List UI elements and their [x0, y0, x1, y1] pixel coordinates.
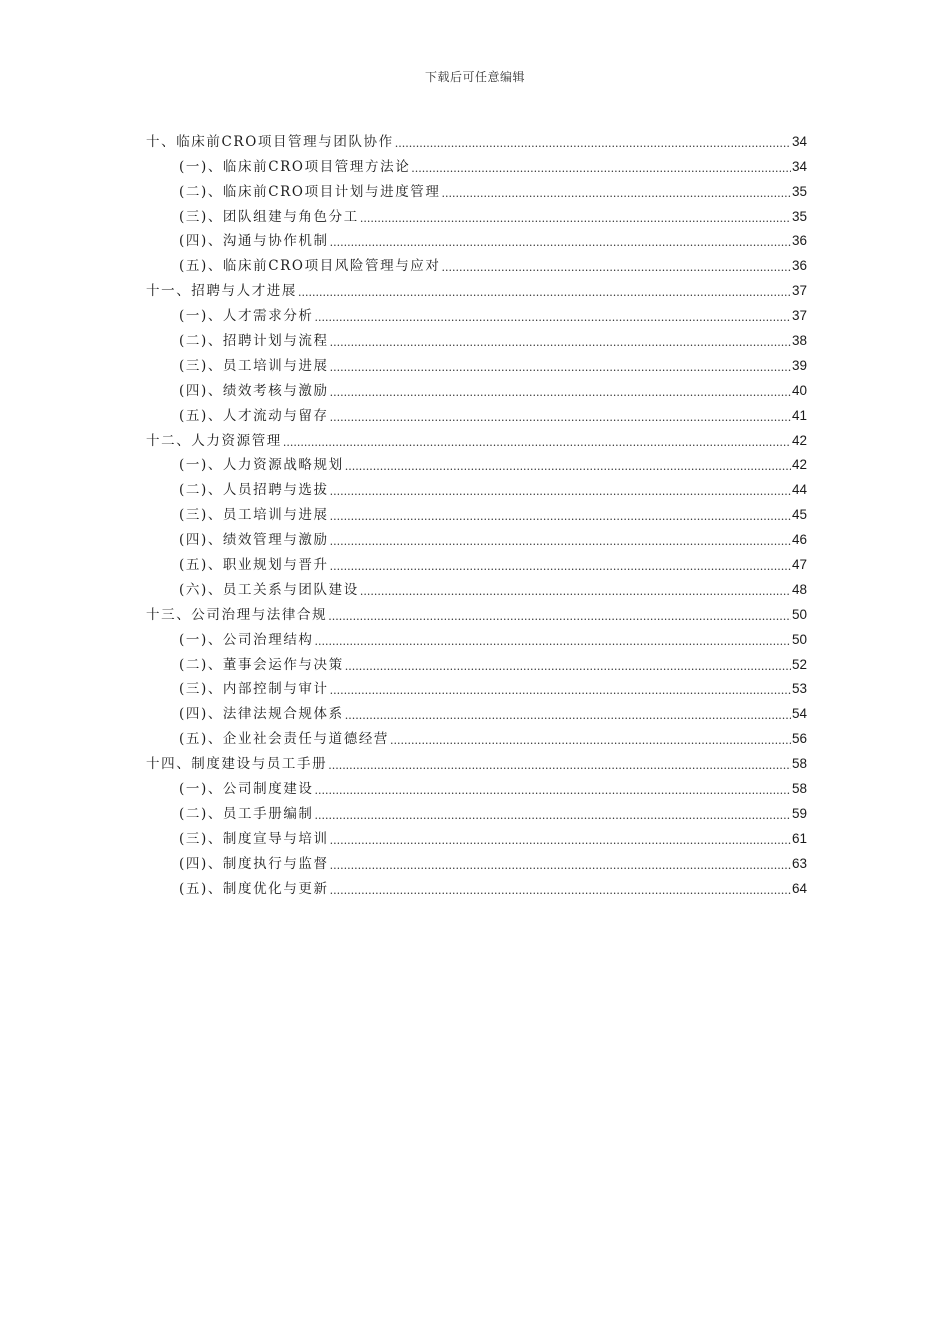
toc-dot-leader: [345, 459, 791, 474]
toc-entry-page-number: 45: [791, 507, 807, 523]
toc-entry-page-number: 50: [791, 606, 807, 622]
toc-dot-leader: [360, 211, 791, 226]
toc-entry-page-number: 50: [791, 631, 807, 647]
toc-section-entry[interactable]: [146, 375, 807, 400]
toc-entry-title: (四)、法律法规合规体系: [179, 706, 344, 723]
toc-chapter-entry[interactable]: [146, 275, 807, 300]
toc-entry-page-number: 47: [791, 557, 807, 573]
toc-entry-title: (五)、企业社会责任与道德经营: [179, 731, 390, 748]
toc-entry-page-number: 48: [791, 581, 807, 597]
toc-section-entry[interactable]: [146, 624, 807, 649]
toc-dot-leader: [345, 708, 791, 723]
toc-dot-leader: [330, 858, 791, 873]
toc-entry-page-number: 54: [791, 706, 807, 722]
toc-entry-page-number: 37: [791, 283, 807, 299]
toc-section-entry[interactable]: [146, 873, 807, 898]
page-header: 下载后可任意编辑: [424, 70, 525, 84]
toc-dot-leader: [315, 310, 791, 325]
toc-section-entry[interactable]: [146, 723, 807, 748]
toc-entry-page-number: 35: [791, 208, 807, 224]
toc-entry-title: (一)、公司治理结构: [179, 631, 314, 648]
toc-section-entry[interactable]: [146, 823, 807, 848]
toc-entry-page-number: 52: [791, 656, 807, 672]
toc-dot-leader: [360, 584, 791, 599]
toc-entry-page-number: 36: [791, 233, 807, 249]
toc-entry-page-number: 38: [791, 333, 807, 349]
toc-entry-title: (一)、公司制度建设: [179, 781, 314, 798]
toc-entry-page-number: 42: [791, 457, 807, 473]
toc-entry-page-number: 39: [791, 357, 807, 373]
toc-dot-leader: [298, 285, 791, 300]
toc-entry-page-number: 59: [791, 805, 807, 821]
toc-entry-title: (三)、制度宣导与培训: [179, 830, 329, 847]
toc-entry-title: 十二、人力资源管理: [146, 432, 282, 449]
toc-entry-page-number: 35: [791, 183, 807, 199]
toc-dot-leader: [330, 360, 791, 375]
toc-entry-title: 十一、招聘与人才进展: [146, 283, 297, 300]
toc-section-entry[interactable]: [146, 226, 807, 251]
toc-entry-title: (六)、员工关系与团队建设: [179, 581, 359, 598]
toc-entry-title: (二)、临床前CRO项目计划与进度管理: [179, 183, 441, 200]
toc-chapter-entry[interactable]: [146, 599, 807, 624]
toc-entry-page-number: 34: [791, 158, 807, 174]
toc-dot-leader: [330, 385, 791, 400]
toc-entry-page-number: 37: [791, 308, 807, 324]
toc-section-entry[interactable]: [146, 201, 807, 226]
toc-section-entry[interactable]: [146, 450, 807, 475]
toc-entry-page-number: 56: [791, 731, 807, 747]
toc-dot-leader: [315, 783, 791, 798]
toc-dot-leader: [330, 883, 791, 898]
toc-entry-title: (四)、沟通与协作机制: [179, 233, 329, 250]
toc-entry-title: (五)、人才流动与留存: [179, 407, 329, 424]
toc-section-entry[interactable]: [146, 325, 807, 350]
toc-dot-leader: [345, 659, 791, 674]
toc-section-entry[interactable]: [146, 649, 807, 674]
toc-entry-title: (三)、团队组建与角色分工: [179, 208, 359, 225]
toc-section-entry[interactable]: [146, 773, 807, 798]
toc-section-entry[interactable]: [146, 176, 807, 201]
toc-dot-leader: [395, 136, 791, 151]
toc-section-entry[interactable]: [146, 300, 807, 325]
toc-section-entry[interactable]: [146, 250, 807, 275]
toc-dot-leader: [442, 186, 791, 201]
toc-entry-page-number: 40: [791, 382, 807, 398]
toc-dot-leader: [390, 733, 791, 748]
toc-section-entry[interactable]: [146, 574, 807, 599]
toc-entry-page-number: 53: [791, 681, 807, 697]
toc-dot-leader: [315, 808, 791, 823]
toc-entry-title: (一)、临床前CRO项目管理方法论: [179, 158, 411, 175]
toc-entry-title: (五)、职业规划与晋升: [179, 557, 329, 574]
toc-entry-page-number: 34: [791, 133, 807, 149]
toc-dot-leader: [330, 335, 791, 350]
toc-dot-leader: [330, 833, 791, 848]
toc-section-entry[interactable]: [146, 151, 807, 176]
toc-section-entry[interactable]: [146, 350, 807, 375]
toc-entry-page-number: 42: [791, 432, 807, 448]
toc-section-entry[interactable]: [146, 400, 807, 425]
toc-dot-leader: [330, 559, 791, 574]
toc-entry-title: (二)、人员招聘与选拔: [179, 482, 329, 499]
toc-section-entry[interactable]: [146, 698, 807, 723]
toc-chapter-entry[interactable]: [146, 748, 807, 773]
toc-section-entry[interactable]: [146, 524, 807, 549]
toc-entry-title: (一)、人力资源战略规划: [179, 457, 344, 474]
toc-entry-title: 十四、制度建设与员工手册: [146, 756, 328, 773]
toc-entry-page-number: 64: [791, 880, 807, 896]
toc-entry-page-number: 41: [791, 407, 807, 423]
toc-dot-leader: [330, 410, 791, 425]
toc-entry-page-number: 46: [791, 532, 807, 548]
toc-section-entry[interactable]: [146, 798, 807, 823]
toc-chapter-entry[interactable]: [146, 425, 807, 450]
toc-entry-page-number: 61: [791, 830, 807, 846]
toc-dot-leader: [330, 235, 791, 250]
toc-entry-page-number: 58: [791, 756, 807, 772]
toc-dot-leader: [283, 435, 791, 450]
toc-entry-title: (一)、人才需求分析: [179, 308, 314, 325]
toc-entry-title: (三)、内部控制与审计: [179, 681, 329, 698]
toc-entry-title: (二)、员工手册编制: [179, 805, 314, 822]
toc-entry-title: (五)、制度优化与更新: [179, 880, 329, 897]
toc-dot-leader: [328, 609, 791, 624]
toc-section-entry[interactable]: [146, 848, 807, 873]
toc-dot-leader: [330, 534, 791, 549]
toc-section-entry[interactable]: [146, 474, 807, 499]
toc-entry-title: (二)、招聘计划与流程: [179, 333, 329, 350]
toc-entry-page-number: 58: [791, 781, 807, 797]
toc-entry-title: (四)、制度执行与监督: [179, 855, 329, 872]
toc-section-entry[interactable]: [146, 549, 807, 574]
toc-section-entry[interactable]: [146, 499, 807, 524]
toc-dot-leader: [315, 634, 791, 649]
toc-dot-leader: [330, 484, 791, 499]
toc-entry-title: 十、临床前CRO项目管理与团队协作: [146, 133, 394, 150]
toc-entry-title: 十三、公司治理与法律合规: [146, 606, 328, 623]
toc-entry-title: (三)、员工培训与进展: [179, 507, 329, 524]
toc-dot-leader: [442, 260, 791, 275]
toc-entry-title: (五)、临床前CRO项目风险管理与应对: [179, 258, 441, 275]
toc-dot-leader: [328, 758, 791, 773]
toc-chapter-entry[interactable]: [146, 126, 807, 151]
toc-entry-title: (四)、绩效考核与激励: [179, 382, 329, 399]
toc-entry-page-number: 63: [791, 855, 807, 871]
toc-dot-leader: [411, 161, 791, 176]
toc-entry-title: (二)、董事会运作与决策: [179, 656, 344, 673]
table-of-contents: [146, 126, 807, 898]
toc-entry-page-number: 44: [791, 482, 807, 498]
toc-entry-page-number: 36: [791, 258, 807, 274]
toc-dot-leader: [330, 509, 791, 524]
toc-dot-leader: [330, 683, 791, 698]
toc-section-entry[interactable]: [146, 674, 807, 699]
toc-entry-title: (四)、绩效管理与激励: [179, 532, 329, 549]
toc-entry-title: (三)、员工培训与进展: [179, 357, 329, 374]
